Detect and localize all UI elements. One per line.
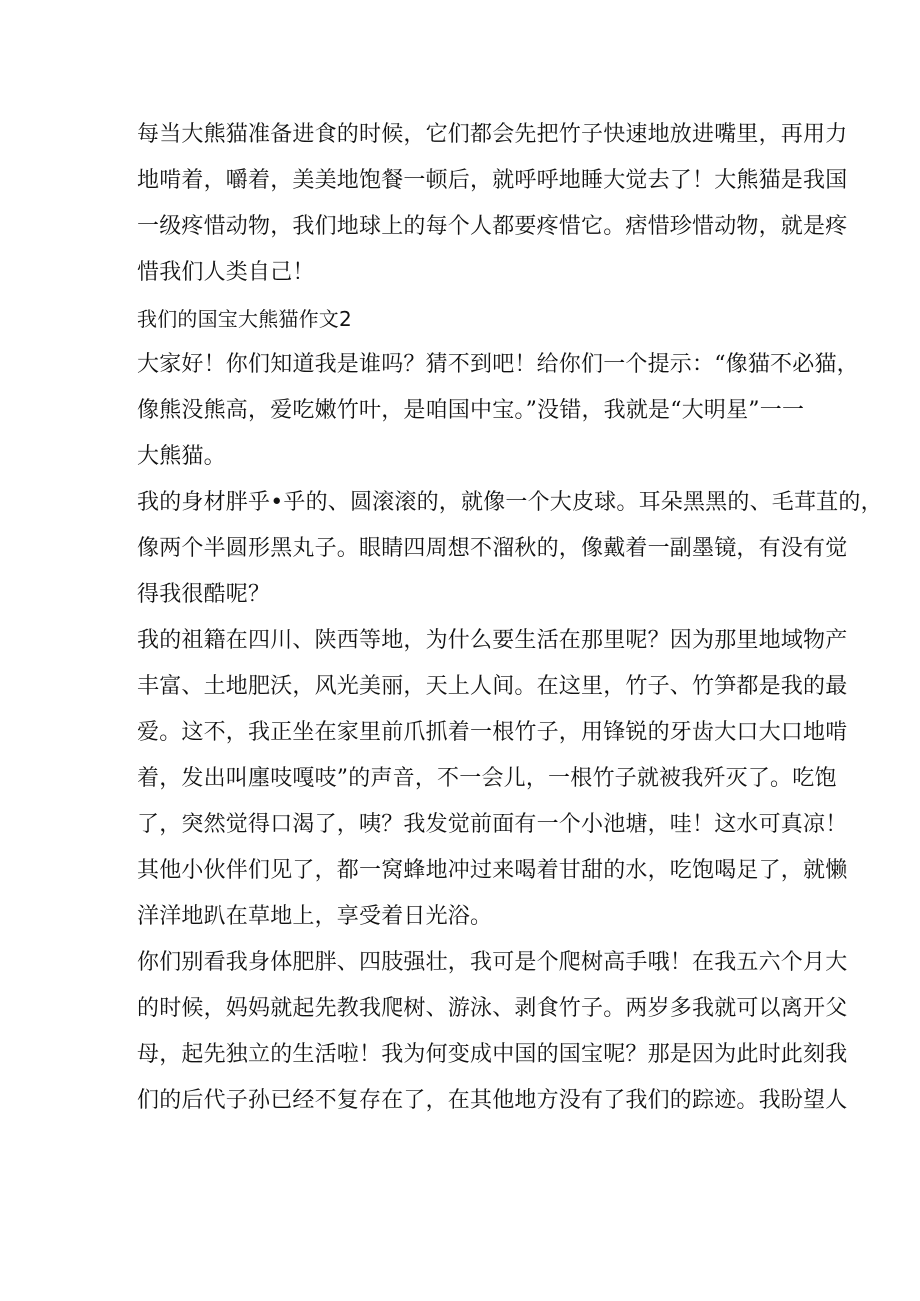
paragraph-5 xyxy=(137,940,848,1124)
text-line: 洋洋地趴在草地上，享受着日光浴。 xyxy=(137,904,493,929)
text-line: 一级疼惜动物，我们地球上的每个人都要疼惜它。痞惜珍惜动物，就是疼 xyxy=(137,214,848,239)
text-line: 我的身材胖乎•乎的、圆滚滚的，就像一个大皮球。耳朵黑黑的、毛茸苴的， xyxy=(137,490,883,515)
paragraph-3 xyxy=(137,480,883,618)
text-line: 大家好！你们知道我是谁吗？猜不到吧！给你们一个提示：“像猫不必猫， xyxy=(137,352,859,377)
text-line: 丰富、土地肥沃，风光美丽，天上人间。在这里，竹子、竹笋都是我的最 xyxy=(137,674,848,699)
text-line: 像熊没熊高，爱吃嫩竹叶，是咱国中宝。”没错，我就是“大明星”一一 xyxy=(137,398,805,423)
paragraph-4 xyxy=(137,618,848,940)
section-heading xyxy=(137,296,787,342)
text-line: 了，突然觉得口渴了，咦？我发觉前面有一个小池塘，哇！这水可真凉！ xyxy=(137,812,848,837)
text-line: 大熊猫。 xyxy=(137,444,226,469)
text-line: 着，发出叫廛吱嘎吱”的声音，不一会儿，一根竹子就被我歼灭了。吃饱 xyxy=(137,766,837,791)
paragraph-2 xyxy=(137,342,859,480)
text-line: 的时候，妈妈就起先教我爬树、游泳、剥食竹子。两岁多我就可以离开父 xyxy=(137,996,848,1021)
text-line: 其他小伙伴们见了，都一窝蜂地冲过来喝着甘甜的水，吃饱喝足了，就懒 xyxy=(137,858,848,883)
document-body xyxy=(137,112,883,1124)
text-line: 爱。这不，我正坐在家里前爪抓着一根竹子，用锋锐的牙齿大口大口地啃 xyxy=(137,720,848,745)
text-line: 惜我们人类自己！ xyxy=(137,260,315,285)
paragraph-1 xyxy=(137,112,848,296)
text-line: 母，起先独立的生活啦！我为何变成中国的国宝呢？那是因为此时此刻我 xyxy=(137,1042,848,1067)
heading-text: 我们的国宝大熊猫作文2 xyxy=(137,307,352,331)
text-line: 像两个半圆形黑丸子。眼睛四周想不溜秋的，像戴着一副墨镜，有没有觉 xyxy=(137,536,848,561)
text-line: 地啃着，嚼着，美美地饱餐一顿后，就呼呼地睡大觉去了！大熊猫是我国 xyxy=(137,168,848,193)
text-line: 你们别看我身体肥胖、四肢强壮，我可是个爬树高手哦！在我五六个月大 xyxy=(137,950,848,975)
text-line: 我的祖籍在四川、陕西等地，为什么要生活在那里呢？因为那里地域物产 xyxy=(137,628,848,653)
text-line: 们的后代子孙已经不复存在了，在其他地方没有了我们的踪迹。我盼望人 xyxy=(137,1088,848,1113)
text-line: 得我很酷呢？ xyxy=(137,582,271,607)
text-line: 每当大熊猫准备进食的时候，它们都会先把竹子快速地放进嘴里，再用力 xyxy=(137,122,848,147)
